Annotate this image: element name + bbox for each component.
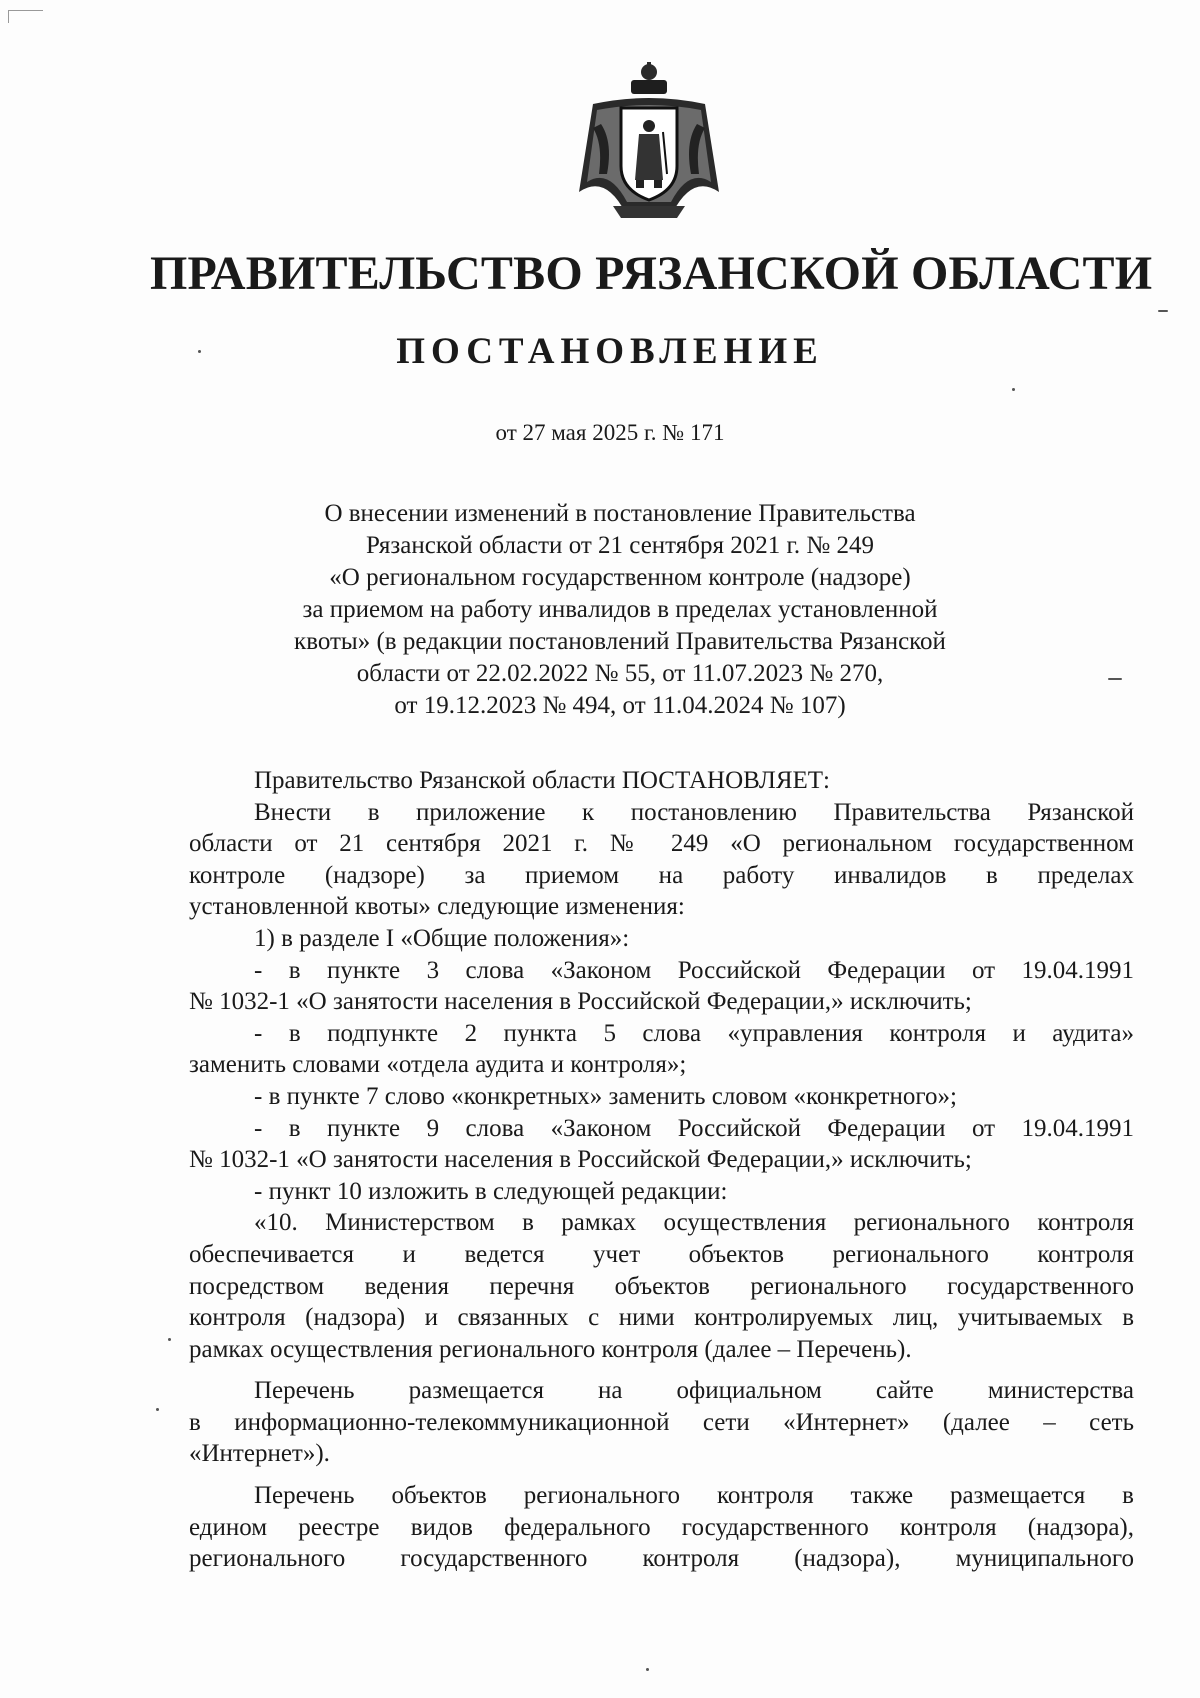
- subject-line: Рязанской области от 21 сентября 2021 г. № 249: [365, 532, 875, 559]
- body-line: рамках осуществления регионального контроля (далее – Перечень).: [189, 1335, 912, 1363]
- body-line: «Интернет»).: [189, 1440, 330, 1468]
- subject-line: области от 22.02.2022 № 55, от 11.07.2023 № 270,: [356, 660, 884, 687]
- body-line: регионального государственного контроля (надзора), муниципального: [189, 1545, 1134, 1573]
- body-line: едином реестре видов федерального государственного контроля (надзора),: [189, 1513, 1134, 1541]
- body-line: № 1032-1 «О занятости населения в Российской Федерации,» исключить;: [189, 988, 972, 1016]
- body-line: Перечень размещается на официальном сайте министерства: [254, 1377, 1134, 1405]
- scan-speck: [1108, 678, 1122, 680]
- body-line: - в подпункте 2 пункта 5 слова «управления контроля и аудита»: [254, 1019, 1134, 1047]
- document-body: [189, 765, 1134, 1575]
- subject-line: «О региональном государственном контроле (надзоре): [329, 564, 911, 591]
- body-line: - пункт 10 изложить в следующей редакции:: [254, 1177, 728, 1205]
- body-line: заменить словами «отдела аудита и контроля»;: [189, 1051, 687, 1079]
- body-line: Правительство Рязанской области ПОСТАНОВЛЯЕТ:: [254, 767, 830, 794]
- body-line: - в пункте 7 слово «конкретных» заменить словом «конкретного»;: [254, 1082, 957, 1110]
- scan-speck: [646, 1668, 649, 1671]
- body-line: контроля (надзора) и связанных с ними контролируемых лиц, учитываемых в: [189, 1304, 1134, 1332]
- body-line: - в пункте 3 слова «Законом Российской Федерации от 19.04.1991: [254, 956, 1134, 984]
- body-line: контроле (надзоре) за приемом на работу инвалидов в пределах: [189, 861, 1134, 889]
- document-date-number: от 27 мая 2025 г. № 171: [495, 420, 725, 445]
- body-line: 1) в разделе I «Общие положения»:: [254, 924, 630, 952]
- subject-line: за приемом на работу инвалидов в пределах установленной: [302, 596, 938, 623]
- scan-speck: [156, 1408, 159, 1411]
- subject-line: от 19.12.2023 № 494, от 11.04.2024 № 107): [394, 692, 846, 719]
- document-type-heading: ПОСТАНОВЛЕНИЕ: [396, 331, 824, 372]
- subject-line: квоты» (в редакции постановлений Правительства Рязанской: [294, 628, 946, 655]
- document-subject: [190, 498, 1050, 722]
- body-line: № 1032-1 «О занятости населения в Российской Федерации,» исключить;: [189, 1146, 972, 1174]
- body-line: в информационно-телекоммуникационной сети «Интернет» (далее – сеть: [189, 1408, 1134, 1436]
- scan-speck: [198, 350, 201, 353]
- body-line: области от 21 сентября 2021 г. № 249 «О региональном государственном: [189, 830, 1134, 858]
- body-line: Перечень объектов регионального контроля также размещается в: [254, 1482, 1134, 1510]
- scan-speck: [168, 1338, 171, 1341]
- subject-line: О внесении изменений в постановление Правительства: [324, 500, 916, 527]
- scan-speck: [1158, 310, 1168, 312]
- body-line: обеспечивается и ведется учет объектов регионального контроля: [189, 1240, 1134, 1268]
- body-line: установленной квоты» следующие изменения:: [189, 893, 685, 921]
- body-line: Внести в приложение к постановлению Правительства Рязанской: [254, 798, 1134, 826]
- scan-speck: [1012, 388, 1015, 391]
- body-line: «10. Министерством в рамках осуществления регионального контроля: [254, 1209, 1134, 1237]
- scan-corner-mark: [8, 10, 43, 23]
- coat-of-arms-emblem: [573, 62, 725, 222]
- organization-title: ПРАВИТЕЛЬСТВО РЯЗАНСКОЙ ОБЛАСТИ: [150, 247, 1153, 300]
- body-line: - в пункте 9 слова «Законом Российской Федерации от 19.04.1991: [254, 1114, 1134, 1142]
- body-line: посредством ведения перечня объектов регионального государственного: [189, 1272, 1134, 1300]
